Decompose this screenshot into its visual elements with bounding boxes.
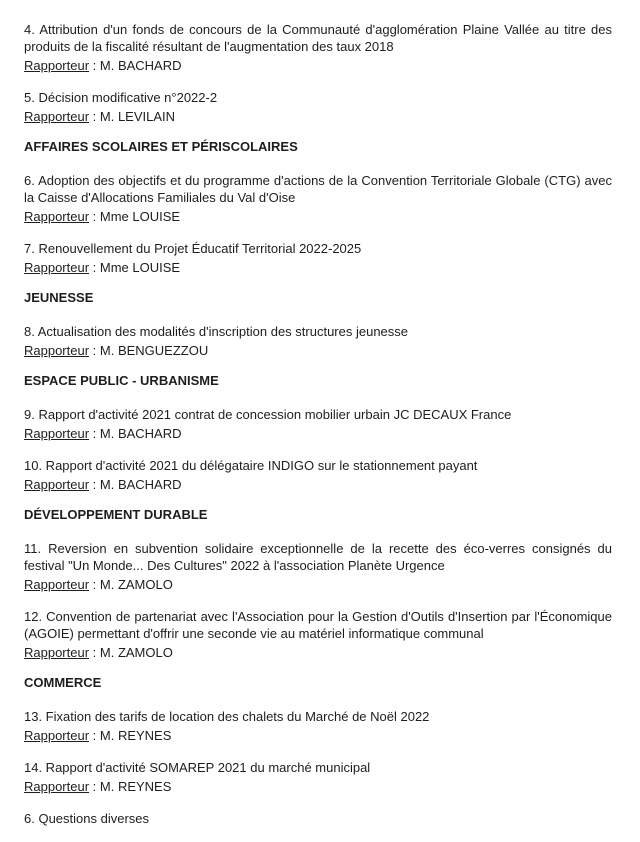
agenda-item-title: 11. Reversion en subvention solidaire exceptionnelle de la recette des éco-verres consignés du festival "Un Monde... Des Cultures" 2022 à l'association Planète Urgence bbox=[24, 541, 612, 573]
rapporteur-name: M. REYNES bbox=[99, 728, 172, 743]
agenda-item bbox=[24, 759, 612, 795]
section-heading-affaires-scolaires: AFFAIRES SCOLAIRES ET PÉRISCOLAIRES bbox=[24, 139, 298, 154]
agenda-item bbox=[24, 608, 612, 661]
rapporteur-name: M. REYNES bbox=[99, 779, 172, 794]
rapporteur-line bbox=[24, 57, 612, 74]
rapporteur-label: Rapporteur bbox=[24, 260, 90, 275]
agenda-item-title: 9. Rapport d'activité 2021 contrat de concession mobilier urbain JC DECAUX France bbox=[24, 407, 512, 422]
rapporteur-separator: : bbox=[89, 343, 100, 358]
agenda-item-title: 4. Attribution d'un fonds de concours de la Communauté d'agglomération Plaine Vallée au titre des produits de la fiscalité résultant de l'augmentation des taux 2018 bbox=[24, 22, 612, 54]
rapporteur-name: M. BENGUEZZOU bbox=[99, 343, 209, 358]
section-heading-jeunesse: JEUNESSE bbox=[24, 290, 94, 305]
rapporteur-line bbox=[24, 727, 612, 744]
rapporteur-label: Rapporteur bbox=[24, 477, 90, 492]
section-heading-commerce: COMMERCE bbox=[24, 675, 102, 690]
questions-diverses: 6. Questions diverses bbox=[24, 811, 150, 826]
rapporteur-label: Rapporteur bbox=[24, 577, 90, 592]
agenda-item bbox=[24, 172, 612, 225]
rapporteur-name: M. LEVILAIN bbox=[99, 109, 176, 124]
agenda-item bbox=[24, 708, 612, 744]
agenda-item-title: 10. Rapport d'activité 2021 du délégataire INDIGO sur le stationnement payant bbox=[24, 458, 478, 473]
agenda-item-title: 7. Renouvellement du Projet Éducatif Territorial 2022-2025 bbox=[24, 241, 362, 256]
agenda-item bbox=[24, 21, 612, 74]
rapporteur-line bbox=[24, 778, 612, 795]
agenda-item-title: 6. Adoption des objectifs et du programme d'actions de la Convention Territoriale Globale (CTG) avec la Caisse d'Allocations Familiales du Val d'Oise bbox=[24, 173, 612, 205]
rapporteur-line bbox=[24, 644, 612, 661]
rapporteur-separator: : bbox=[89, 779, 100, 794]
agenda-item-title: 12. Convention de partenariat avec l'Association pour la Gestion d'Outils d'Insertion par l'Économique (AGOIE) permettant d'offrir une seconde vie au matériel informatique communal bbox=[24, 609, 612, 641]
agenda-item bbox=[24, 406, 612, 442]
agenda-document bbox=[24, 21, 612, 827]
agenda-item-title: 13. Fixation des tarifs de location des chalets du Marché de Noël 2022 bbox=[24, 709, 430, 724]
rapporteur-separator: : bbox=[89, 58, 100, 73]
rapporteur-line bbox=[24, 259, 612, 276]
rapporteur-name: M. ZAMOLO bbox=[99, 577, 173, 592]
rapporteur-name: M. BACHARD bbox=[99, 58, 182, 73]
rapporteur-name: M. BACHARD bbox=[99, 426, 182, 441]
rapporteur-separator: : bbox=[89, 426, 100, 441]
rapporteur-name: M. BACHARD bbox=[99, 477, 182, 492]
rapporteur-label: Rapporteur bbox=[24, 426, 90, 441]
rapporteur-line bbox=[24, 108, 612, 125]
rapporteur-label: Rapporteur bbox=[24, 728, 90, 743]
section-heading-developpement-durable: DÉVELOPPEMENT DURABLE bbox=[24, 507, 208, 522]
agenda-item-title: 14. Rapport d'activité SOMAREP 2021 du marché municipal bbox=[24, 760, 371, 775]
rapporteur-label: Rapporteur bbox=[24, 343, 90, 358]
rapporteur-name: Mme LOUISE bbox=[99, 260, 181, 275]
rapporteur-separator: : bbox=[89, 209, 100, 224]
rapporteur-label: Rapporteur bbox=[24, 58, 90, 73]
rapporteur-name: Mme LOUISE bbox=[99, 209, 181, 224]
agenda-item bbox=[24, 540, 612, 593]
rapporteur-label: Rapporteur bbox=[24, 209, 90, 224]
rapporteur-line bbox=[24, 342, 612, 359]
agenda-item-title: 5. Décision modificative n°2022-2 bbox=[24, 90, 218, 105]
agenda-item bbox=[24, 457, 612, 493]
rapporteur-line bbox=[24, 576, 612, 593]
rapporteur-separator: : bbox=[89, 645, 100, 660]
rapporteur-name: M. ZAMOLO bbox=[99, 645, 173, 660]
rapporteur-label: Rapporteur bbox=[24, 645, 90, 660]
rapporteur-separator: : bbox=[89, 577, 100, 592]
rapporteur-line bbox=[24, 425, 612, 442]
rapporteur-label: Rapporteur bbox=[24, 109, 90, 124]
rapporteur-line bbox=[24, 476, 612, 493]
rapporteur-separator: : bbox=[89, 728, 100, 743]
section-heading-espace-public-urbanisme: ESPACE PUBLIC - URBANISME bbox=[24, 373, 219, 388]
rapporteur-line bbox=[24, 208, 612, 225]
rapporteur-separator: : bbox=[89, 260, 100, 275]
agenda-item bbox=[24, 240, 612, 276]
rapporteur-separator: : bbox=[89, 109, 100, 124]
agenda-item bbox=[24, 89, 612, 125]
rapporteur-separator: : bbox=[89, 477, 100, 492]
agenda-item bbox=[24, 323, 612, 359]
rapporteur-label: Rapporteur bbox=[24, 779, 90, 794]
agenda-item-title: 8. Actualisation des modalités d'inscription des structures jeunesse bbox=[24, 324, 409, 339]
